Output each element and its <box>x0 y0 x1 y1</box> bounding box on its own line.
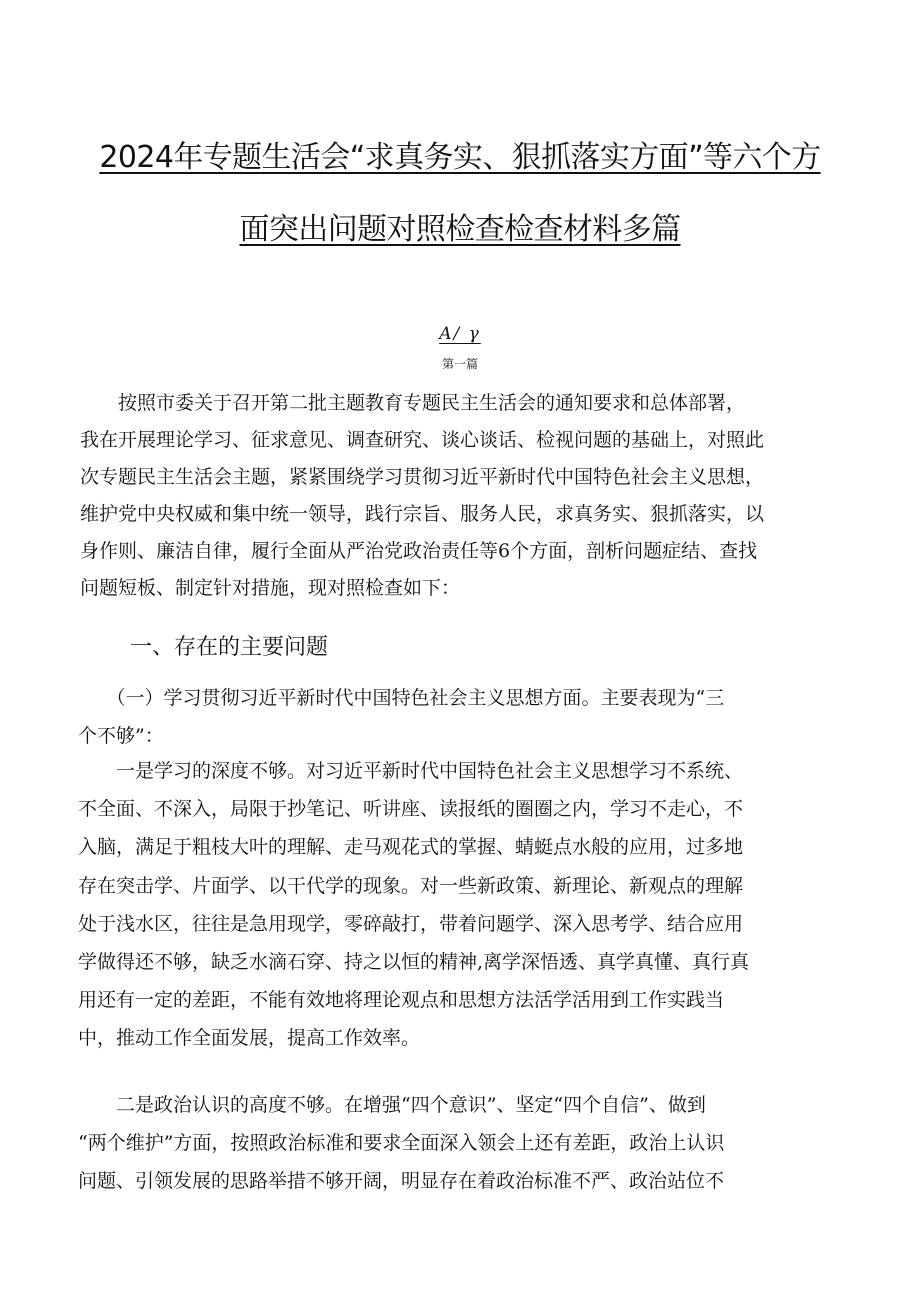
paragraph-line: 中，推动工作全面发展，提高工作效率。 <box>78 1027 421 1050</box>
title-text-1: 2024年专题生活会“求真务实、狠抓落实方面”等六个方 <box>99 140 821 175</box>
paragraph-line: 存在突击学、片面学、以干代学的现象。对一些新政策、新理论、新观点的理解 <box>78 874 744 897</box>
paragraph-line: “两个维护”方面，按照政治标准和要求全面深入领会上还有差距，政治上认识 <box>78 1132 725 1154</box>
paragraph-line: （一）学习贯彻习近平新时代中国特色社会主义思想方面。主要表现为“三 <box>78 687 725 709</box>
point-1-paragraph <box>78 752 858 1058</box>
paragraph-line: 二是政治认识的高度不够。在增强“四个意识”、坚定“四个自信”、做到 <box>78 1094 706 1116</box>
title-text-2: 面突出问题对照检查检查材料多篇 <box>239 212 681 247</box>
section-marker-text: A/ γ <box>439 324 481 344</box>
paragraph-line: 不全面、不深入，局限于抄笔记、听讲座、读报纸的圈圈之内，学习不走心，不 <box>78 798 744 821</box>
paragraph-line: 维护党中央权威和集中统一领导，践行宗旨、服务人民，求真务实、狠抓落实，以 <box>80 503 765 525</box>
document-title-line-2 <box>0 210 920 250</box>
paragraph-line: 处于浅水区，往往是急用现学，零碎敲打，带着问题学、深入思考学、结合应用 <box>78 912 744 935</box>
paragraph-line: 按照市委关于召开第二批主题教育专题民主生活会的通知要求和总体部署， <box>80 392 746 414</box>
paragraph-line: 问题、引领发展的思路举措不够开阔，明显存在着政治标准不严、政治站位不 <box>78 1170 725 1192</box>
paragraph-line: 用还有一定的差距，不能有效地将理论观点和思想方法活学活用到工作实践当 <box>78 989 725 1012</box>
paragraph-line: 问题短板、制定针对措施，现对照检查如下： <box>80 577 461 599</box>
paragraph-line: 一是学习的深度不够。对习近平新时代中国特色社会主义思想学习不系统、 <box>78 760 744 782</box>
point-2-paragraph <box>78 1086 858 1200</box>
paragraph-line: 身作则、廉洁自律，履行全面从严治党政治责任等6个方面，剖析问题症结、查找 <box>80 540 758 562</box>
section-marker <box>0 322 920 346</box>
paragraph-line: 次专题民主生活会主题，紧紧围绕学习贯彻习近平新时代中国特色社会主义思想， <box>80 466 765 488</box>
paragraph-line: 我在开展理论学习、征求意见、调查研究、谈心谈话、检视问题的基础上，对照此 <box>80 429 765 451</box>
paragraph-line: 学做得还不够，缺乏水滴石穿、持之以恒的精神,离学深悟透、真学真懂、真行真 <box>78 951 750 974</box>
paragraph-line: 入脑，满足于粗枝大叶的理解、走马观花式的掌握、蜻蜓点水般的应用，过多地 <box>78 836 744 859</box>
paragraph-line: 个不够”： <box>78 725 164 747</box>
document-title-line-1 <box>0 138 920 178</box>
intro-paragraph <box>80 385 860 607</box>
section-heading-1: 一、存在的主要问题 <box>130 635 329 660</box>
sub-section-paragraph <box>78 679 858 755</box>
sub-heading: 第一篇 <box>441 357 478 371</box>
